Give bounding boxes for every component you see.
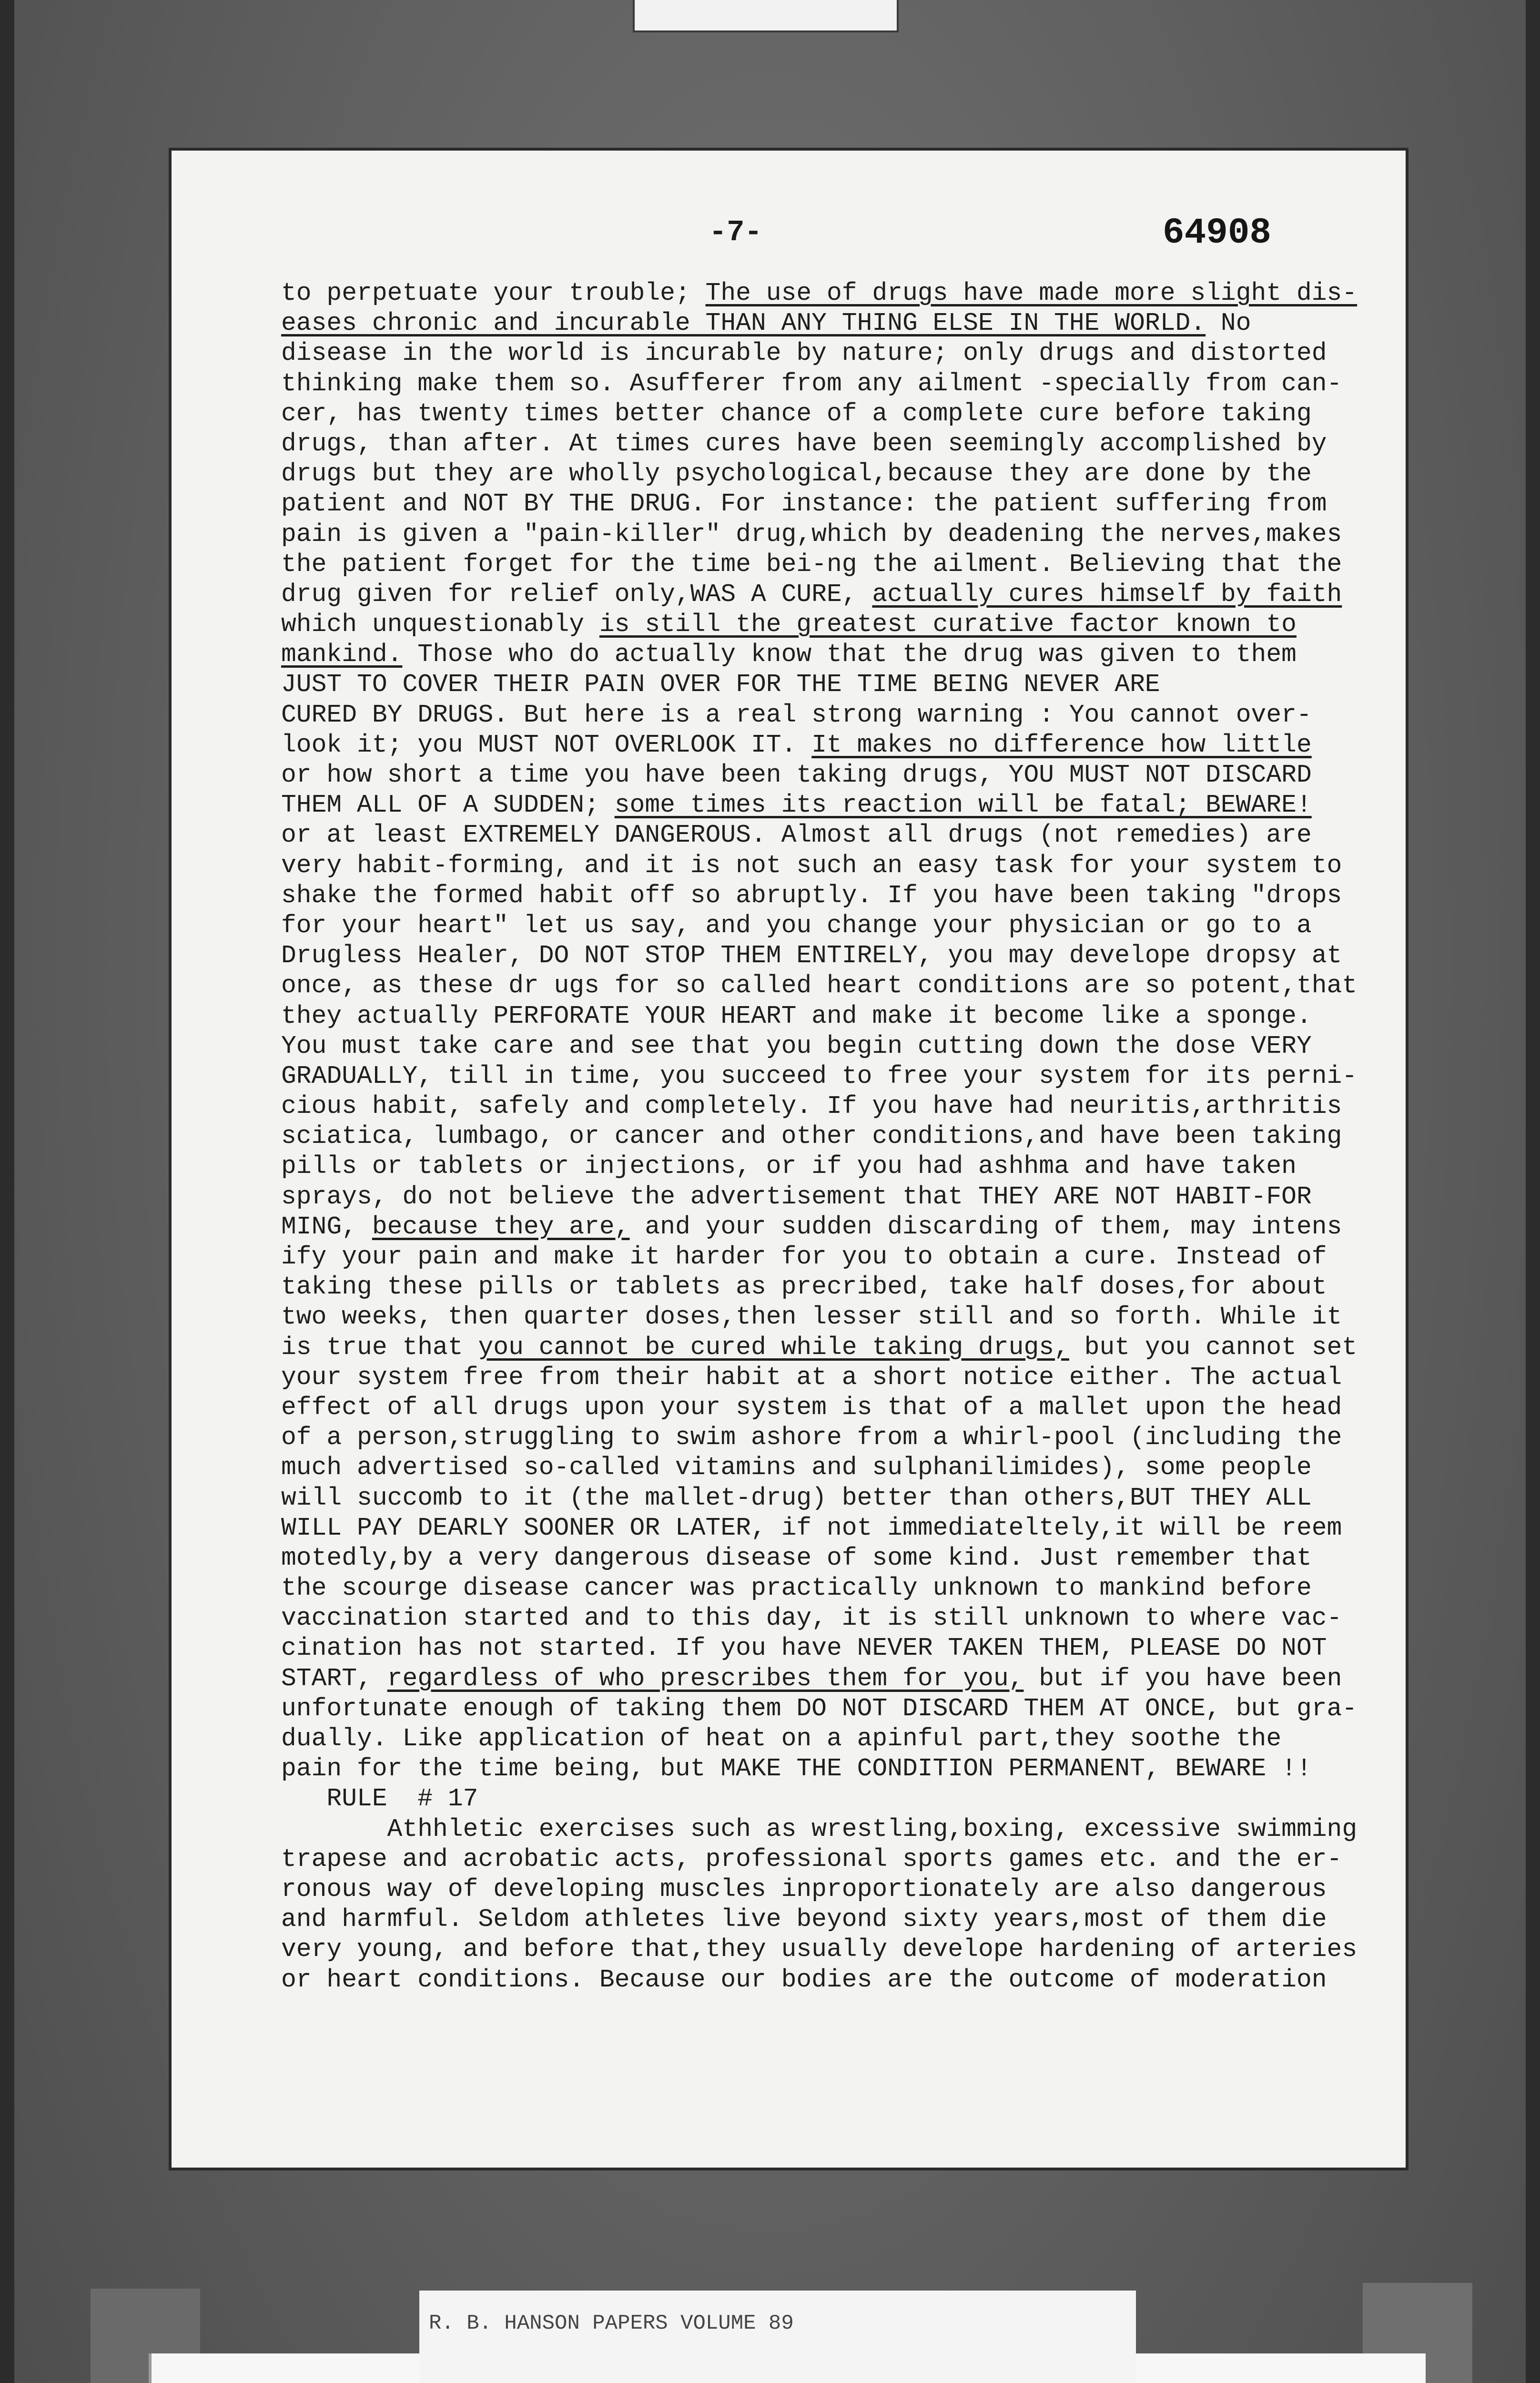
text-segment: drugs, than after. At times cures have been seemingly accomplished by bbox=[281, 429, 1327, 458]
text-segment: is true that bbox=[281, 1333, 478, 1362]
text-segment: GRADUALLY, till in time, you succeed to free your system for its perni- bbox=[281, 1061, 1358, 1090]
text-segment: thinking make them so. Asufferer from any ailment -specially from can- bbox=[281, 369, 1342, 398]
text-segment: JUST TO COVER THEIR PAIN OVER FOR THE TIME BEING NEVER ARE bbox=[281, 670, 1160, 699]
text-segment: or how short a time you have been taking drugs, YOU MUST NOT DISCARD bbox=[281, 761, 1312, 789]
text-segment: cination has not started. If you have NEVER TAKEN THEM, PLEASE DO NOT bbox=[281, 1634, 1327, 1663]
underlined-segment: It makes no difference how little bbox=[811, 730, 1312, 759]
text-line bbox=[281, 670, 1368, 700]
top-paper-tab bbox=[633, 0, 899, 32]
text-segment: much advertised so-called vitamins and sulphanilimides), some people bbox=[281, 1453, 1312, 1482]
text-segment: shake the formed habit off so abruptly. If you have been taking "drops bbox=[281, 881, 1342, 910]
text-line bbox=[281, 1603, 1368, 1633]
text-line bbox=[281, 459, 1368, 489]
text-segment: drug given for relief only,WAS A CURE, bbox=[281, 580, 872, 609]
text-line bbox=[281, 1061, 1368, 1091]
text-line bbox=[281, 1724, 1368, 1754]
text-segment: Those who do actually know that the drug was given to them bbox=[402, 640, 1297, 669]
text-segment: to perpetuate your trouble; bbox=[281, 279, 706, 307]
text-segment: of a person,struggling to swim ashore from a whirl-pool (including the bbox=[281, 1423, 1342, 1452]
text-line bbox=[281, 1121, 1368, 1151]
text-line bbox=[281, 1453, 1368, 1483]
text-line bbox=[281, 820, 1368, 850]
text-segment: they actually PERFORATE YOUR HEART and make it become like a sponge. bbox=[281, 1001, 1312, 1030]
text-segment: but if you have been bbox=[1023, 1664, 1342, 1693]
text-segment: effect of all drugs upon your system is that of a mallet upon the head bbox=[281, 1393, 1342, 1422]
text-segment: ify your pain and make it harder for you to obtain a cure. Instead of bbox=[281, 1242, 1327, 1271]
text-line bbox=[281, 881, 1368, 911]
underlined-segment: is still the greatest curative factor known to bbox=[599, 610, 1297, 639]
text-segment: or at least EXTREMELY DANGEROUS. Almost all drugs (not remedies) are bbox=[281, 821, 1312, 850]
text-line bbox=[281, 1483, 1368, 1513]
text-segment: which unquestionably bbox=[281, 610, 599, 639]
text-segment: the patient forget for the time bei-ng the ailment. Believing that the bbox=[281, 550, 1342, 579]
text-segment: disease in the world is incurable by nature; only drugs and distorted bbox=[281, 339, 1327, 368]
text-segment: cer, has twenty times better chance of a complete cure before taking bbox=[281, 399, 1312, 428]
text-line bbox=[281, 1633, 1368, 1663]
text-line bbox=[281, 1242, 1368, 1272]
text-segment: very young, and before that,they usually develope hardening of arteries bbox=[281, 1935, 1358, 1964]
text-line bbox=[281, 1333, 1368, 1363]
document-id-number: 64908 bbox=[1163, 213, 1272, 254]
text-line bbox=[281, 1001, 1368, 1031]
board-right-edge bbox=[1526, 0, 1540, 2383]
text-line bbox=[281, 1272, 1368, 1302]
text-line bbox=[281, 700, 1368, 730]
text-segment: very habit-forming, and it is not such an easy task for your system to bbox=[281, 851, 1342, 880]
text-segment: or heart conditions. Because our bodies are the outcome of moderation bbox=[281, 1965, 1327, 1994]
text-line bbox=[281, 338, 1368, 368]
text-segment: No bbox=[1206, 309, 1251, 338]
underlined-segment: eases chronic and incurable THAN ANY THING ELSE IN THE WORLD. bbox=[281, 309, 1206, 338]
text-segment: unfortunate enough of taking them DO NOT DISCARD THEM AT ONCE, but gra- bbox=[281, 1694, 1358, 1723]
text-segment: drugs but they are wholly psychological,because they are done by the bbox=[281, 459, 1312, 489]
text-line bbox=[281, 489, 1368, 519]
text-segment: trapese and acrobatic acts, professional sports games etc. and the er- bbox=[281, 1844, 1342, 1874]
text-line bbox=[281, 730, 1368, 760]
text-line bbox=[281, 1874, 1368, 1904]
text-segment: Athhletic exercises such as wrestling,boxing, excessive swimming bbox=[281, 1814, 1358, 1843]
text-line bbox=[281, 399, 1368, 429]
text-line bbox=[281, 1935, 1368, 1965]
page-number: -7- bbox=[709, 215, 762, 249]
text-line bbox=[281, 1212, 1368, 1242]
text-line bbox=[281, 1151, 1368, 1181]
text-line bbox=[281, 1393, 1368, 1423]
text-line bbox=[281, 1302, 1368, 1332]
text-line bbox=[281, 1904, 1368, 1935]
text-segment: MING, bbox=[281, 1212, 372, 1241]
text-segment: pain is given a "pain-killer" drug,which by deadening the nerves,makes bbox=[281, 519, 1342, 549]
text-line bbox=[281, 790, 1368, 820]
text-line bbox=[281, 1784, 1368, 1814]
text-line bbox=[281, 1664, 1368, 1694]
text-line bbox=[281, 1513, 1368, 1543]
text-segment: THEM ALL OF A SUDDEN; bbox=[281, 791, 615, 820]
text-segment: pain for the time being, but MAKE THE CONDITION PERMANENT, BEWARE !! bbox=[281, 1754, 1312, 1783]
text-line bbox=[281, 1423, 1368, 1453]
collection-label bbox=[419, 2291, 1136, 2383]
text-segment: look it; you MUST NOT OVERLOOK IT. bbox=[281, 730, 812, 759]
text-segment: once, as these dr ugs for so called heart conditions are so potent,that bbox=[281, 971, 1358, 1000]
text-line bbox=[281, 640, 1368, 670]
text-line bbox=[281, 1754, 1368, 1784]
underlined-segment: regardless of who prescribes them for you, bbox=[387, 1664, 1024, 1693]
text-line bbox=[281, 1031, 1368, 1061]
underlined-segment: because they are, bbox=[372, 1212, 630, 1241]
text-segment: two weeks, then quarter doses,then lesser still and so forth. While it bbox=[281, 1303, 1342, 1332]
text-segment: dually. Like application of heat on a apinful part,they soothe the bbox=[281, 1724, 1282, 1753]
text-segment: sprays, do not believe the advertisement that THEY ARE NOT HABIT-FOR bbox=[281, 1182, 1312, 1211]
text-segment: and harmful. Seldom athletes live beyond sixty years,most of them die bbox=[281, 1905, 1327, 1934]
text-segment: You must take care and see that you begin cutting down the dose VERY bbox=[281, 1031, 1312, 1060]
text-line bbox=[281, 580, 1368, 610]
text-line bbox=[281, 851, 1368, 881]
text-segment: your system free from their habit at a short notice either. The actual bbox=[281, 1363, 1342, 1392]
text-segment: CURED BY DRUGS. But here is a real strong warning : You cannot over- bbox=[281, 700, 1312, 729]
text-line bbox=[281, 308, 1368, 338]
collection-label-text: R. B. HANSON PAPERS VOLUME 89 bbox=[429, 2312, 794, 2335]
text-line bbox=[281, 429, 1368, 459]
text-line bbox=[281, 1091, 1368, 1121]
text-line bbox=[281, 1363, 1368, 1393]
text-line bbox=[281, 1573, 1368, 1603]
text-segment: sciatica, lumbago, or cancer and other conditions,and have been taking bbox=[281, 1122, 1342, 1151]
text-segment: patient and NOT BY THE DRUG. For instance: the patient suffering from bbox=[281, 489, 1327, 519]
text-line bbox=[281, 1844, 1368, 1874]
text-line bbox=[281, 971, 1368, 1001]
text-line bbox=[281, 519, 1368, 550]
text-segment: RULE # 17 bbox=[281, 1784, 478, 1813]
text-segment: motedly,by a very dangerous disease of some kind. Just remember that bbox=[281, 1543, 1312, 1572]
text-line bbox=[281, 1965, 1368, 1995]
text-segment: but you cannot set bbox=[1069, 1333, 1358, 1362]
text-segment: vaccination started and to this day, it is still unknown to where vac- bbox=[281, 1604, 1342, 1633]
text-segment: will succomb to it (the mallet-drug) better than others,BUT THEY ALL bbox=[281, 1483, 1312, 1512]
text-segment: Drugless Healer, DO NOT STOP THEM ENTIRELY, you may develope dropsy at bbox=[281, 941, 1342, 970]
text-line bbox=[281, 1543, 1368, 1573]
text-line bbox=[281, 911, 1368, 941]
text-segment: the scourge disease cancer was practically unknown to mankind before bbox=[281, 1574, 1312, 1603]
text-segment: pills or tablets or injections, or if you had ashhma and have taken bbox=[281, 1152, 1297, 1181]
board-left-edge bbox=[0, 0, 14, 2383]
text-segment: taking these pills or tablets as precribed, take half doses,for about bbox=[281, 1273, 1327, 1302]
text-segment: and your sudden discarding of them, may intens bbox=[629, 1212, 1342, 1241]
text-segment: cious habit, safely and completely. If you have had neuritis,arthritis bbox=[281, 1092, 1342, 1121]
underlined-segment: actually cures himself by faith bbox=[872, 580, 1342, 609]
text-line bbox=[281, 369, 1368, 399]
text-line bbox=[281, 760, 1368, 790]
text-line bbox=[281, 1814, 1368, 1844]
text-line bbox=[281, 550, 1368, 580]
underlined-segment: you cannot be cured while taking drugs, bbox=[478, 1333, 1069, 1362]
text-line bbox=[281, 941, 1368, 971]
document-body-text bbox=[281, 278, 1368, 1995]
text-segment: for your heart" let us say, and you change your physician or go to a bbox=[281, 911, 1312, 940]
text-segment: WILL PAY DEARLY SOONER OR LATER, if not immediateltely,it will be reem bbox=[281, 1513, 1342, 1542]
text-line bbox=[281, 1694, 1368, 1724]
text-segment: ronous way of developing muscles inproportionately are also dangerous bbox=[281, 1874, 1327, 1904]
underlined-segment: mankind. bbox=[281, 640, 403, 669]
underlined-segment: some times its reaction will be fatal; BEWARE! bbox=[614, 791, 1312, 820]
underlined-segment: The use of drugs have made more slight dis- bbox=[705, 279, 1358, 307]
text-line bbox=[281, 610, 1368, 640]
text-line bbox=[281, 1182, 1368, 1212]
text-segment: START, bbox=[281, 1664, 387, 1693]
text-line bbox=[281, 278, 1368, 308]
